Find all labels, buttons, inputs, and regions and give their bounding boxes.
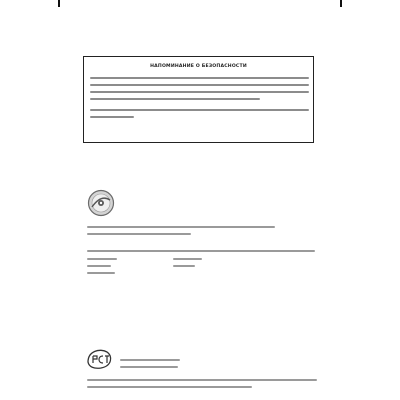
codes-column-right bbox=[173, 258, 203, 272]
safety-text-line bbox=[90, 109, 309, 111]
safety-text-line bbox=[90, 91, 309, 93]
disc-logo bbox=[87, 189, 115, 217]
footer-text bbox=[87, 379, 319, 390]
safety-text-line bbox=[90, 116, 134, 118]
safety-text-line bbox=[90, 84, 309, 86]
crop-mark-left bbox=[58, 0, 60, 7]
crop-mark-right bbox=[340, 0, 342, 7]
notice-text-line bbox=[87, 250, 317, 254]
pct-certification-logo bbox=[84, 347, 115, 371]
safety-text-line bbox=[90, 77, 309, 79]
disc-info-text bbox=[87, 226, 277, 240]
safety-text-line bbox=[90, 98, 260, 100]
safety-notice-title: НАПОМИНАНИЕ О БЕЗОПАСНОСТИ bbox=[150, 64, 247, 69]
certification-codes bbox=[120, 359, 182, 368]
codes-column-left bbox=[87, 258, 119, 280]
safety-notice-box bbox=[83, 56, 314, 143]
